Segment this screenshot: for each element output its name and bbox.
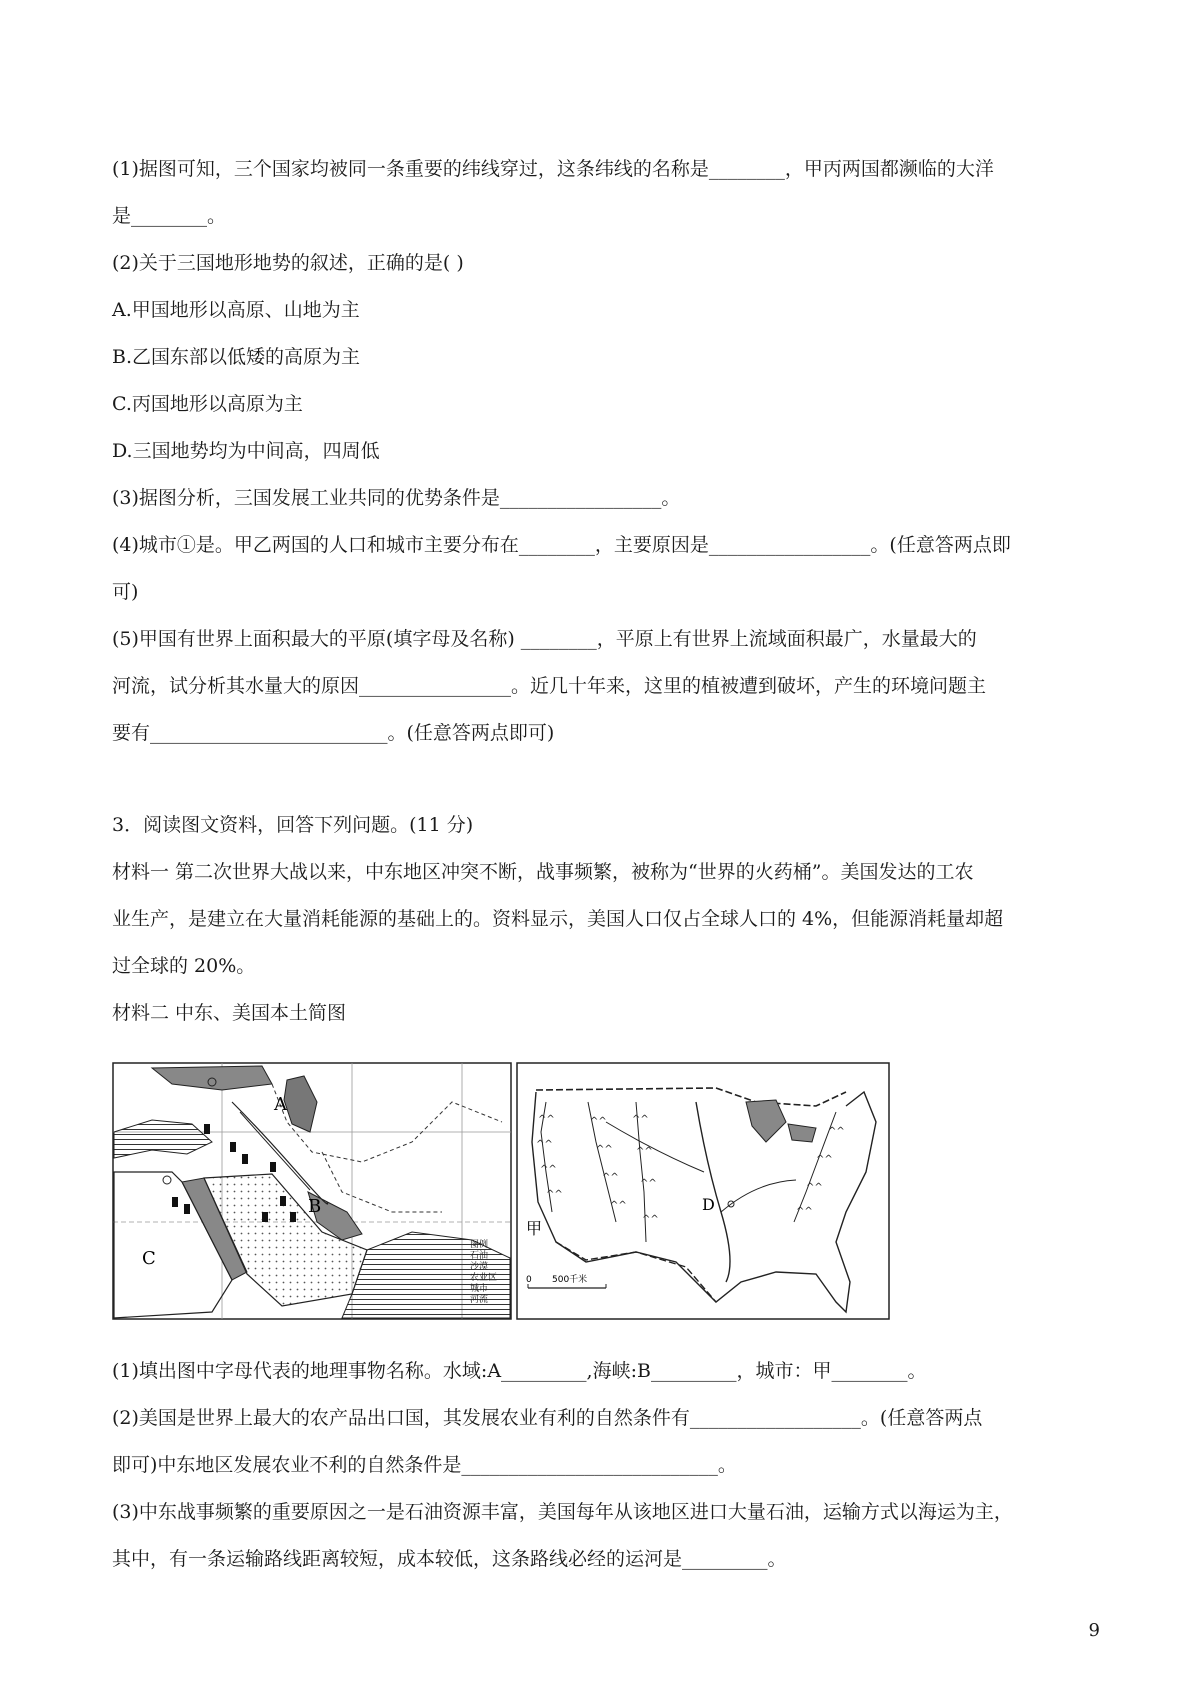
label-jia: 甲	[526, 1219, 543, 1238]
svg-text:^^: ^^	[636, 1146, 653, 1157]
legend-item-city: 城市	[470, 1284, 489, 1294]
legend-item-desert: 沙漠	[470, 1262, 489, 1272]
scale-label: 500千米	[552, 1275, 588, 1285]
label-a: A	[274, 1094, 287, 1115]
label-b: B	[308, 1196, 322, 1217]
material1-line-3: 过全球的 20%。	[112, 955, 256, 977]
legend-title: 图例	[470, 1240, 489, 1250]
option-d: D.三国地势均为中间高，四周低	[112, 440, 380, 462]
section3-heading: 3．阅读图文资料，回答下列问题。(11 分)	[112, 814, 474, 836]
q5-line-2: 河流，试分析其水量大的原因________________。近几十年来，这里的植被遭到破坏，产生的环境问题主	[112, 675, 987, 697]
middle-east-map	[112, 1062, 512, 1320]
map-legend	[470, 1240, 510, 1306]
material2-title: 材料二 中东、美国本土简图	[112, 1002, 347, 1024]
q2-stem: (2)关于三国地形地势的叙述，正确的是( )	[112, 252, 464, 274]
svg-text:^^: ^^	[538, 1114, 555, 1125]
q3-line: (3)据图分析，三国发展工业共同的优势条件是_________________。	[112, 487, 681, 509]
svg-text:^^: ^^	[816, 1154, 833, 1165]
svg-text:^^: ^^	[640, 1178, 657, 1189]
legend-item-oil: 石油	[470, 1251, 489, 1261]
s3-q3-line-2: 其中，有一条运输路线距离较短，成本较低，这条路线必经的运河是_________。	[112, 1548, 787, 1570]
svg-text:^^: ^^	[610, 1200, 627, 1211]
page-number: 9	[1088, 1620, 1100, 1641]
svg-text:^^: ^^	[632, 1114, 649, 1125]
s3-q1: (1)填出图中字母代表的地理事物名称。水域:A_________,海峡:B_________，城市：甲________。	[112, 1360, 927, 1382]
svg-text:^^: ^^	[602, 1172, 619, 1183]
svg-text:^^: ^^	[828, 1126, 845, 1137]
legend-item-river: 河流	[470, 1295, 489, 1305]
svg-text:^^: ^^	[596, 1144, 613, 1155]
q1-line-1: (1)据图可知，三个国家均被同一条重要的纬线穿过，这条纬线的名称是________，甲丙两国都濒临的大洋	[112, 158, 994, 180]
label-c: C	[142, 1248, 156, 1269]
svg-text:^^: ^^	[540, 1164, 557, 1175]
material1-line-2: 业生产，是建立在大量消耗能源的基础上的。资料显示，美国人口仅占全球人口的 4%，但能源消耗量却超	[112, 908, 1004, 930]
s3-q3-line-1: (3)中东战事频繁的重要原因之一是石油资源丰富，美国每年从该地区进口大量石油，运输方式以海运为主，	[112, 1501, 1013, 1523]
q5-line-1: (5)甲国有世界上面积最大的平原(填字母及名称) ________，平原上有世界上流域面积最广，水量最大的	[112, 628, 977, 650]
option-c: C.丙国地形以高原为主	[112, 393, 303, 415]
scale-zero: 0	[526, 1275, 532, 1285]
option-a: A.甲国地形以高原、山地为主	[112, 299, 360, 321]
s3-q2-line-1: (2)美国是世界上最大的农产品出口国，其发展农业有利的自然条件有__________________。(任意答两点	[112, 1407, 983, 1429]
svg-text:^^: ^^	[546, 1189, 563, 1200]
svg-text:^^: ^^	[806, 1182, 823, 1193]
svg-text:^^: ^^	[536, 1139, 553, 1150]
option-b: B.乙国东部以低矮的高原为主	[112, 346, 361, 368]
s3-q2-line-2: 即可)中东地区发展农业不利的自然条件是___________________________。	[112, 1454, 737, 1476]
svg-text:^^: ^^	[642, 1214, 659, 1225]
svg-text:^^: ^^	[796, 1206, 813, 1217]
q5-line-3: 要有_________________________。(任意答两点即可)	[112, 722, 555, 744]
q4-line-2: 可)	[112, 581, 139, 603]
label-d: D	[702, 1195, 715, 1214]
material1-line-1: 材料一 第二次世界大战以来，中东地区冲突不断，战事频繁，被称为“世界的火药桶”。美国发达的工农	[112, 861, 974, 883]
svg-text:^^: ^^	[590, 1116, 607, 1127]
q4-line-1: (4)城市①是。甲乙两国的人口和城市主要分布在________，主要原因是_________________。(任意答两点即	[112, 534, 1011, 556]
q1-line-2: 是________。	[112, 205, 227, 227]
legend-item-farm: 农业区	[470, 1273, 498, 1283]
usa-map	[516, 1062, 890, 1320]
